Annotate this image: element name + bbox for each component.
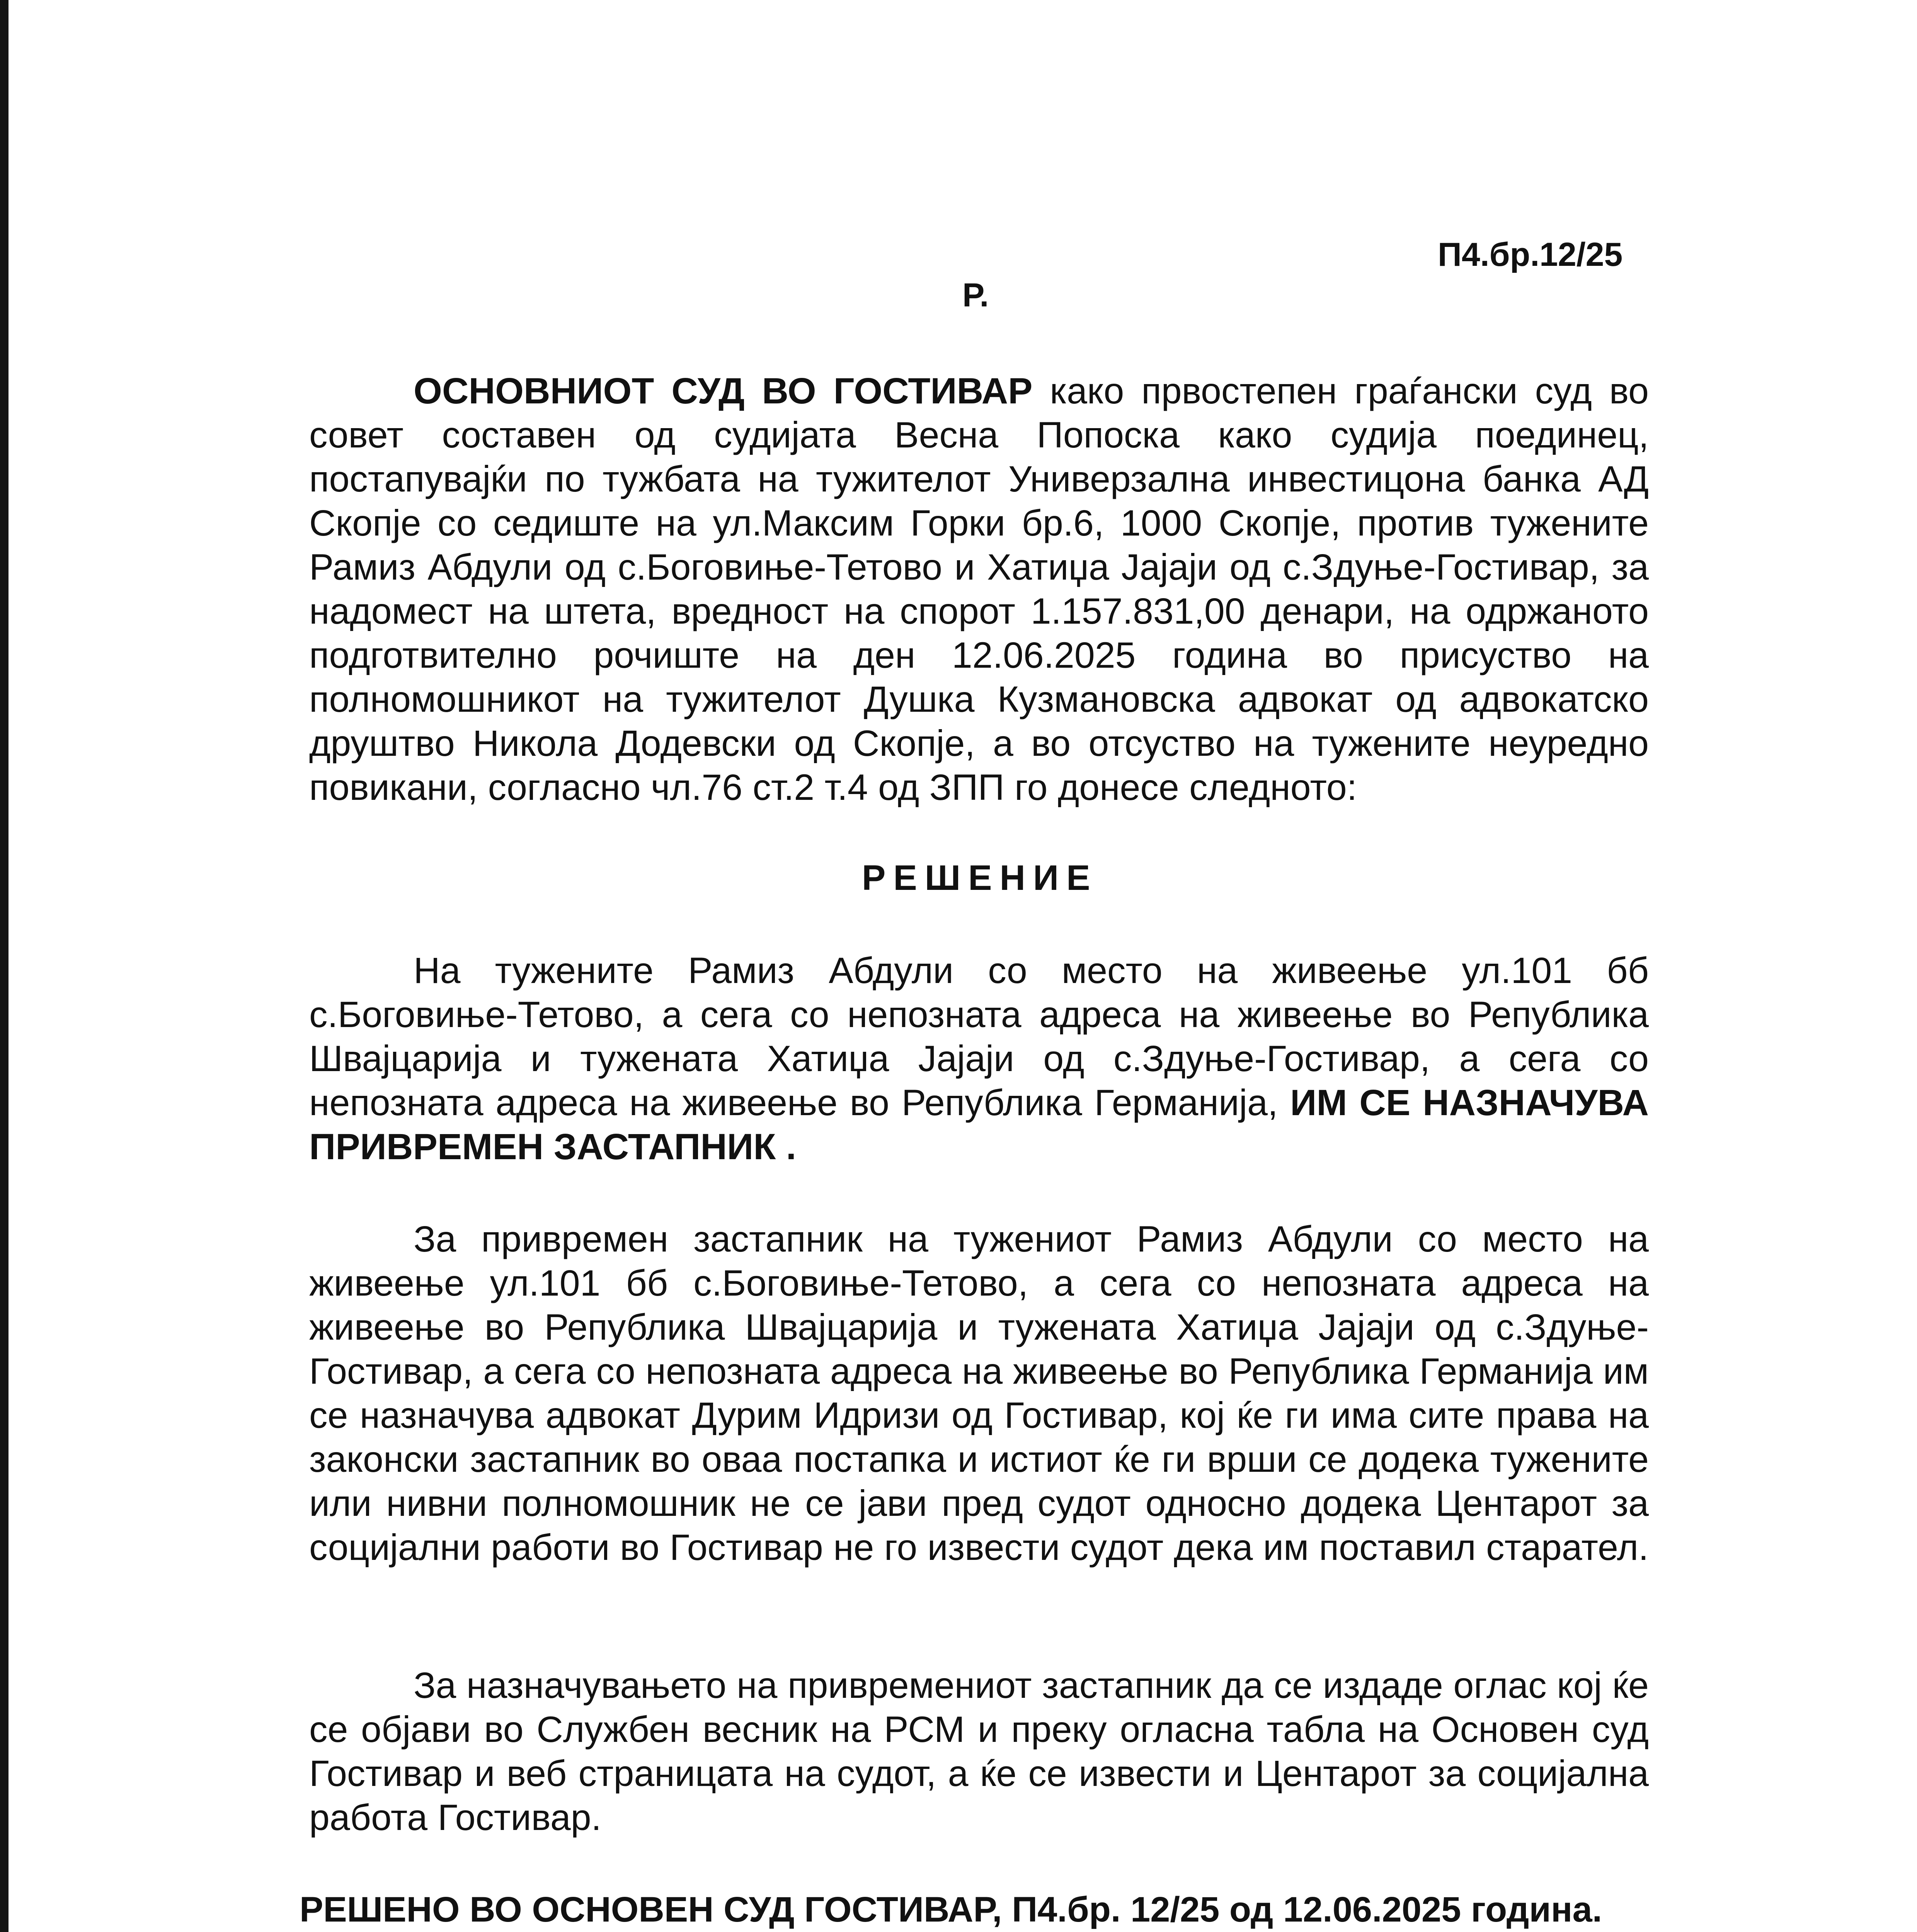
paragraph-3-text: За назначувањето на привремениот застапник да се издаде оглас кој ќе се објави во Службен весник на РСМ и преку огласна табла на Основен суд Гостивар и веб страницата на судот, а ќе се извести и Центарот за социјална работа Гостивар. [309, 1665, 1649, 1838]
decision-mark: Р. [962, 277, 989, 314]
case-number: П4.бр.12/25 [1438, 236, 1623, 273]
intro-paragraph [309, 369, 1649, 810]
paragraph-1-text: На тужените Рамиз Абдули со место на живеење ул.101 бб с.Боговиње-Тетово, а сега со непозната адреса на живеење во Република Швајцарија и тужената Хатиџа Јајаји од с.Здуње-Гостивар, а сега со непозната адреса на живеење во Република Германија, [309, 950, 1649, 1123]
decision-paragraph-2 [309, 1217, 1649, 1570]
decision-title: РЕШЕНИЕ [862, 858, 1098, 898]
intro-text: како првостепен граѓански суд во совет составен од судијата Весна Попоска како судија поединец, постапувајќи по тужбата на тужителот Универзална инвестицона банка АД Скопје со седиште на ул.Максим Горки бр.6, 1000 Скопје, против тужените Рамиз Абдули од с.Боговиње-Тетово и Хатиџа Јајаји од с.Здуње-Гостивар, за надомест на штета, вредност на спорот 1.157.831,00 денари, на одржаното подготвително рочиште на ден 12.06.2025 година во присуство на полномошникот на тужителот Душка Кузмановска адвокат од адвокатско друштво Никола Додевски од Скопје, а во отсуство на тужените неуредно повикани, согласно чл.76 ст.2 т.4 од ЗПП го донесе следното: [309, 371, 1649, 808]
decided-statement: РЕШЕНО ВО ОСНОВЕН СУД ГОСТИВАР, П4.бр. 12/25 од 12.06.2025 година. [300, 1890, 1602, 1929]
court-name: ОСНОВНИОТ СУД ВО ГОСТИВАР [414, 371, 1033, 412]
scan-left-edge [0, 0, 9, 1932]
decision-paragraph-1 [309, 949, 1649, 1169]
paragraph-2-text: За привремен застапник на тужениот Рамиз Абдули со место на живеење ул.101 бб с.Боговиње-Тетово, а сега со непозната адреса на живеење во Република Швајцарија и тужената Хатиџа Јајаји од с.Здуње-Гостивар, а сега со непозната адреса на живеење во Република Германија им се назначува адвокат Дурим Идризи од Гостивар, кој ќе ги има сите права на законски застапник во оваа постапка и истиот ќе ги врши се додека тужените или нивни полномошник не се јави пред судот односно додека Центарот за социјални работи во Гостивар не го извести судот дека им поставил старател. [309, 1219, 1649, 1568]
paragraph-1-emphasis: ИМ СЕ НАЗНАЧУВА ПРИВРЕМЕН ЗАСТАПНИК . [309, 1082, 1649, 1167]
decision-paragraph-3 [309, 1663, 1649, 1840]
